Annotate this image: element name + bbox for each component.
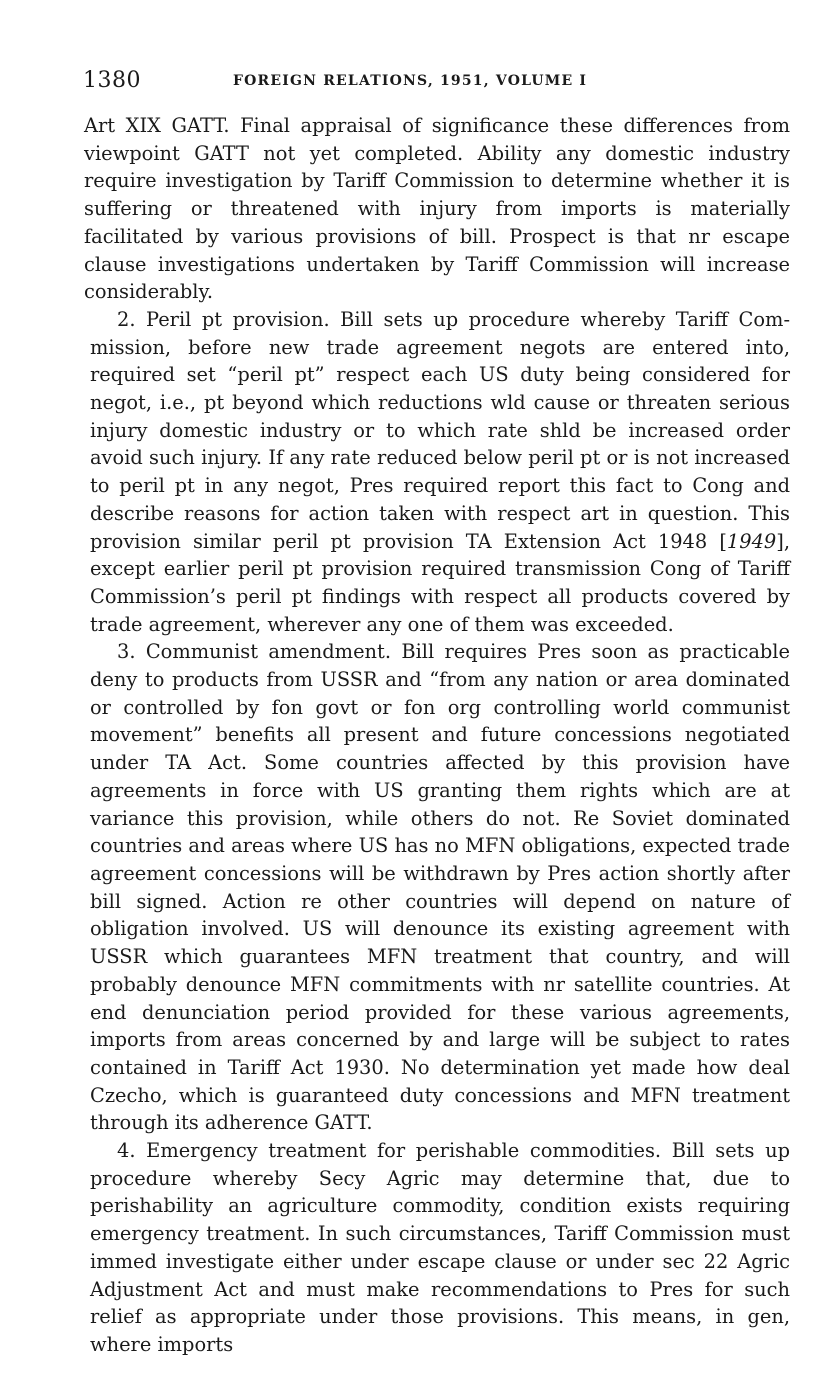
citation-year: 1949	[726, 529, 777, 553]
paragraph-text-after: ], except earlier peril pt provision required transmission Cong of Tariff Commission’s peril pt findings with respect all products covered by trade agreement, wherever any one of them was exceeded.	[90, 529, 790, 636]
paragraph-text: 2. Peril pt provision. Bill sets up procedure whereby Tariff Commission, before new trade agreement negots are entered into, required set “peril pt” respect each US duty being considered for negot, i.e., pt beyond which reductions wld cause or threaten serious injury domestic industry or to which rate shld be increased order avoid such injury. If any rate reduced below peril pt or is not increased to peril pt in any negot, Pres required report this fact to Cong and describe reasons for action taken with respect art in question. This provision similar peril pt provision TA Extension Act 1948 [	[90, 307, 790, 553]
running-head: FOREIGN RELATIONS, 1951, VOLUME I	[233, 73, 588, 89]
body-text	[84, 112, 790, 1359]
page-header	[83, 68, 790, 108]
paragraph-peril-point	[90, 306, 790, 638]
paragraph-continued: Art XIX GATT. Final appraisal of significance these differences from viewpoint GATT not yet completed. Ability any domestic industry require investigation by Tariff Commission to determine whether it is suffering or threatened with injury from imports is materially facilitated by various provisions of bill. Prospect is that nr escape clause investigations undertaken by Tariff Commission will increase considerably.	[84, 114, 790, 304]
paragraph-communist-amendment: 3. Communist amendment. Bill requires Pres soon as practicable deny to products from USSR and “from any nation or area dominated or controlled by fon govt or fon org controlling world communist movement” benefits all present and future concessions negotiated under TA Act. Some countries affected by this provision have agreements in force with US granting them rights which are at variance this provision, while others do not. Re Soviet dominated countries and areas where US has no MFN obligations, expected trade agreement concessions will be withdrawn by Pres action shortly after bill signed. Action re other countries will depend on nature of obligation involved. US will denounce its existing agreement with USSR which guarantees MFN treatment that country, and will probably denounce MFN commitments with nr satellite countries. At end denunciation period provided for these various agreements, imports from areas concerned by and large will be subject to rates contained in Tariff Act 1930. No determination yet made how deal Czecho, which is guaranteed duty concessions and MFN treatment through its adherence GATT.	[90, 640, 790, 1135]
paragraph-emergency-treatment: 4. Emergency treatment for perishable commodities. Bill sets up procedure whereby Secy Agric may determine that, due to perishability an agriculture commodity, condition exists requiring emergency treatment. In such circumstances, Tariff Commission must immed investigate either under escape clause or under sec 22 Agric Adjustment Act and must make recommendations to Pres for such relief as appropriate under those provisions. This means, in gen, where imports	[90, 1139, 790, 1356]
document-page	[83, 68, 790, 1359]
page-number: 1380	[83, 68, 141, 93]
